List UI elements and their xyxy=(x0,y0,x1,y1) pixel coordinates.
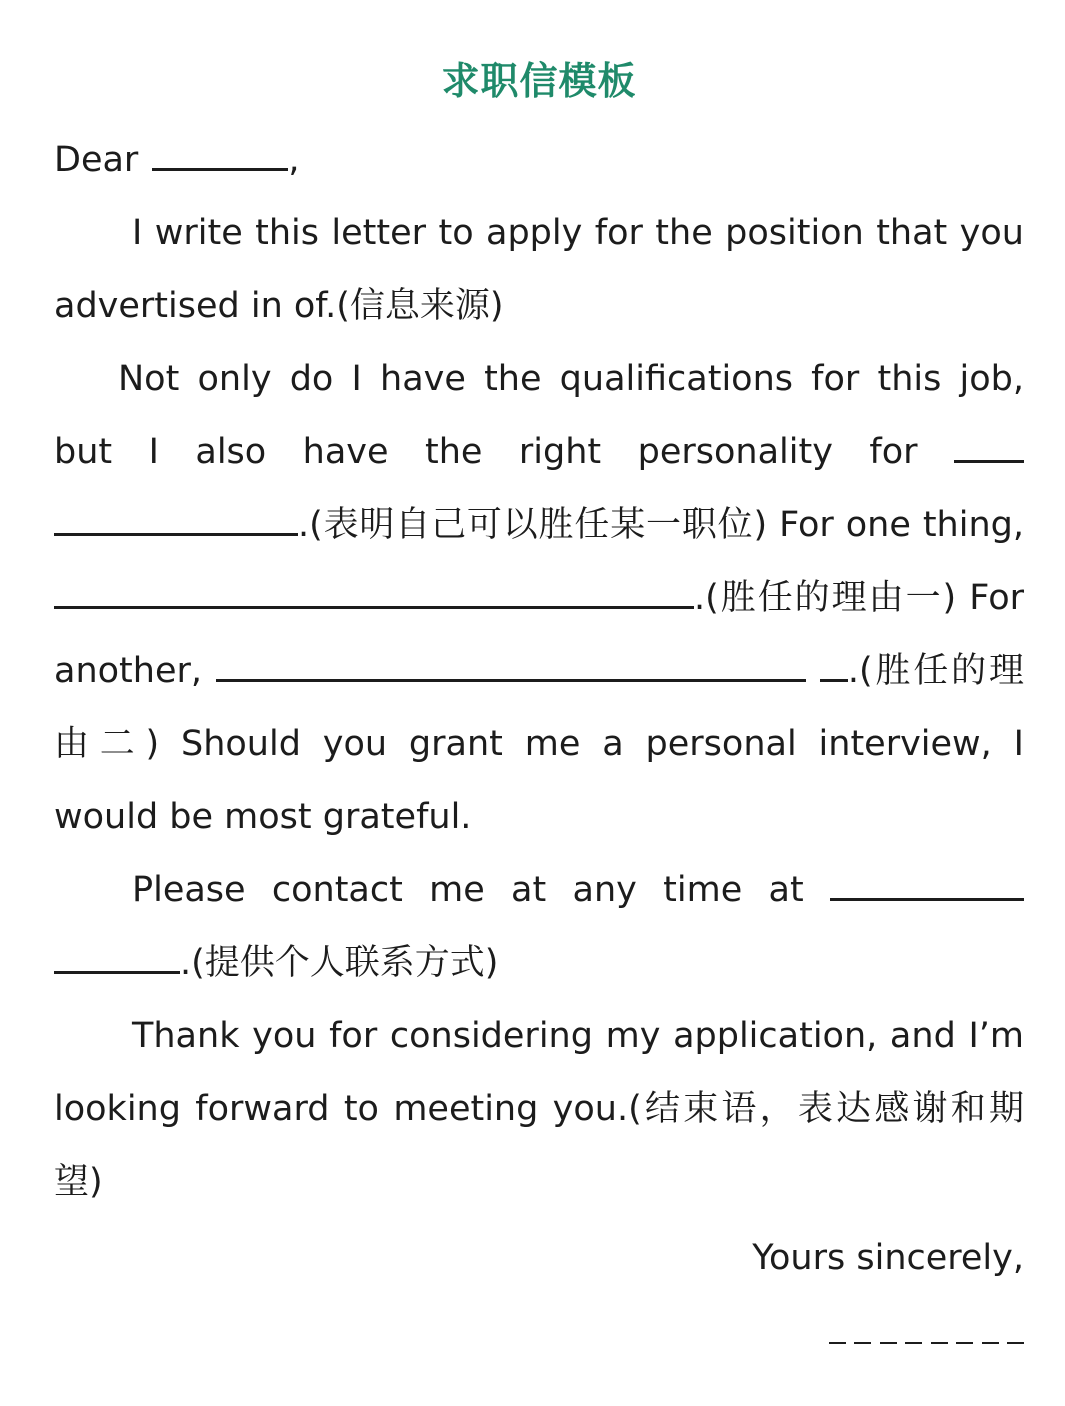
paragraph-application xyxy=(54,197,1024,343)
qualifications-text-1: Not only do I have the qualifications for this job, but I also have the right personality for xyxy=(54,359,1024,472)
qualifications-text-3: .(胜任的理由一) For another, xyxy=(54,578,1024,691)
salutation-prefix: Dear xyxy=(54,140,139,180)
paragraph-application-text: I write this letter to apply for the position that you advertised in of.(信息来源) xyxy=(54,213,1024,326)
salutation-suffix: , xyxy=(288,140,300,180)
salutation-line xyxy=(54,124,1024,197)
contact-text-1: Please contact me at any time at xyxy=(132,870,804,910)
paragraph-closing xyxy=(54,1000,1024,1219)
paragraph-qualifications xyxy=(54,343,1024,854)
position-blank-1 xyxy=(954,459,1024,463)
contact-blank-1 xyxy=(830,897,1024,901)
contact-text-2: .(提供个人联系方式) xyxy=(180,943,499,983)
recipient-blank xyxy=(152,167,288,171)
contact-blank-2 xyxy=(54,970,180,974)
closing-paragraph-text: Thank you for considering my application, and I’m looking forward to meeting you.(结束语，表达感谢和期望) xyxy=(54,1016,1024,1202)
letter-page xyxy=(54,0,1024,1406)
reason-one-blank xyxy=(54,605,694,609)
reason-two-blank-1 xyxy=(216,678,806,682)
qualifications-text-4: .(胜任的理由二) Should you grant me a personal interview, I would be most grateful. xyxy=(54,651,1024,837)
signature-blank xyxy=(829,1330,1024,1348)
page-title: 求职信模板 xyxy=(441,59,637,103)
letter-body xyxy=(54,124,1024,1219)
position-blank-2 xyxy=(54,532,298,536)
closing-line: Yours sincerely, xyxy=(752,1238,1024,1278)
qualifications-text-2: .(表明自己可以胜任某一职位) For one thing, xyxy=(298,505,1024,545)
reason-two-blank-2 xyxy=(820,678,848,682)
paragraph-contact xyxy=(54,854,1024,1000)
